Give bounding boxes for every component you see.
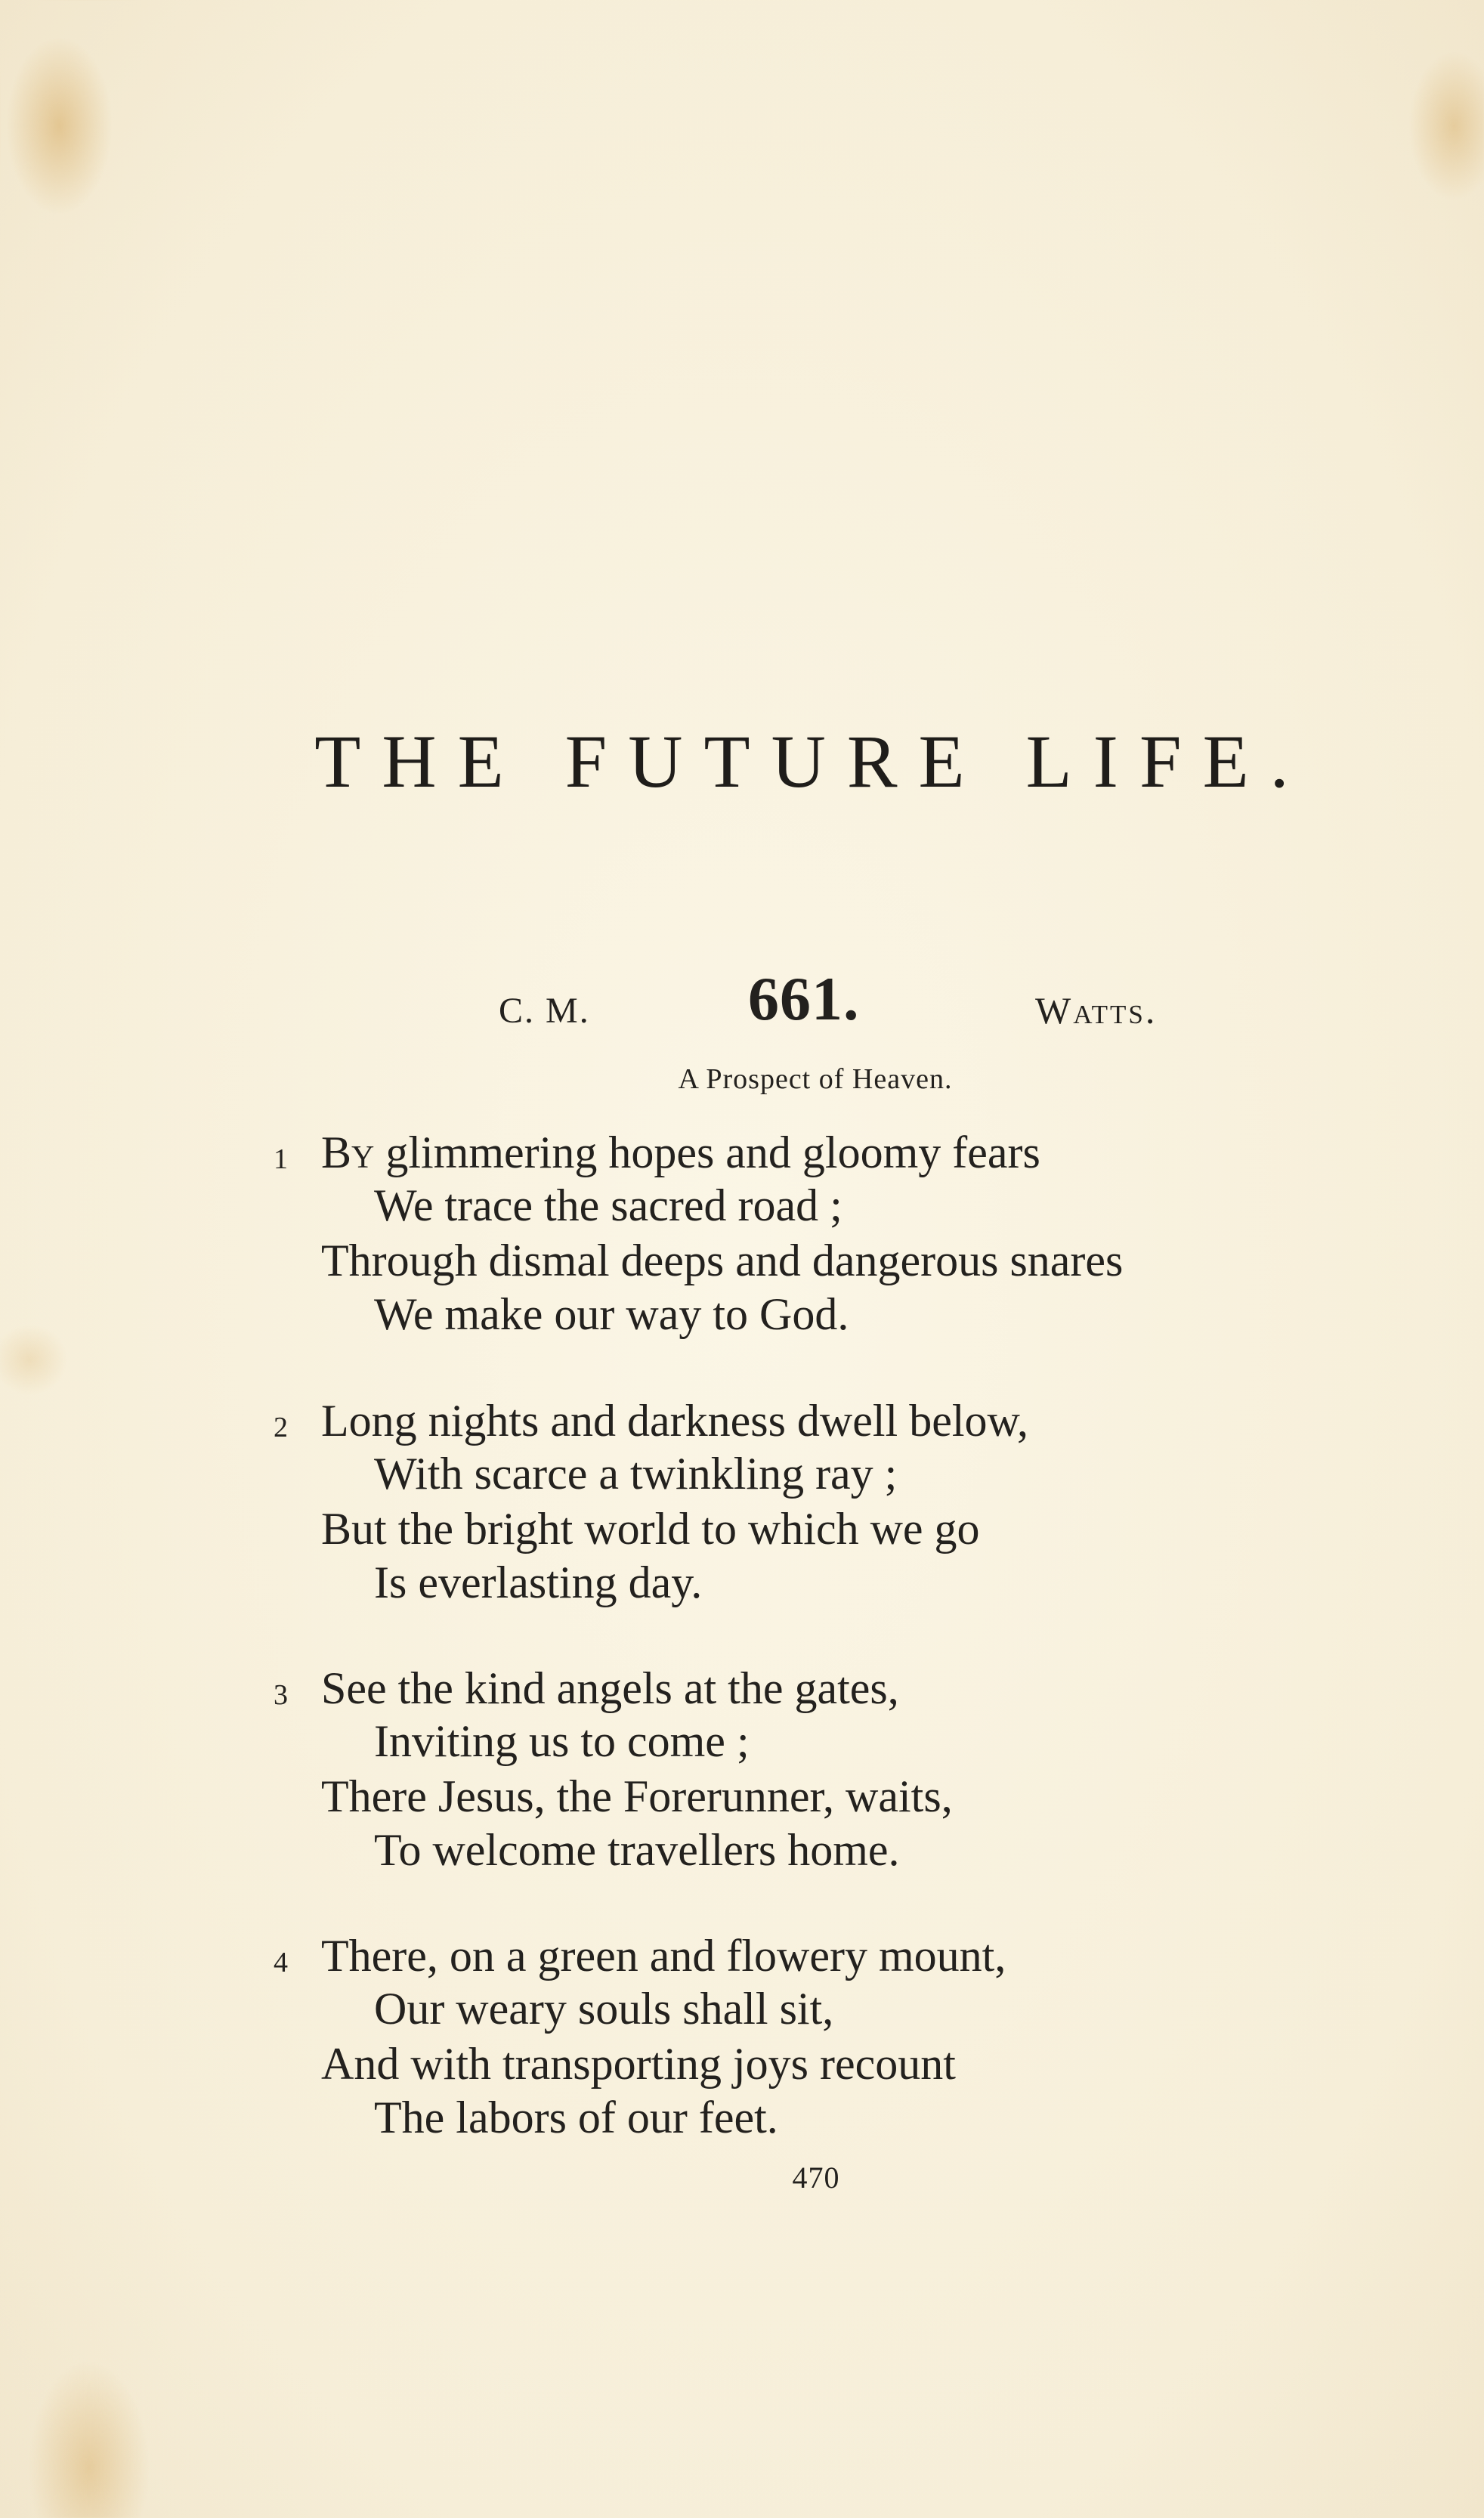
hymn-number: 661.: [748, 964, 860, 1033]
verse-line: We make our way to God.: [374, 1289, 849, 1339]
hymn-subtitle: A Prospect of Heaven.: [678, 1063, 953, 1095]
drop-cap-word: By: [321, 1128, 375, 1177]
verse-line: There Jesus, the Forerunner, waits,: [321, 1771, 953, 1821]
stanza-number: 2: [274, 1412, 288, 1443]
section-title: THE FUTURE LIFE.: [314, 719, 1310, 803]
hymn-author: Watts.: [1035, 989, 1158, 1032]
verse-line: Long nights and darkness dwell below,: [321, 1396, 1028, 1446]
stanza-number: 1: [274, 1143, 288, 1175]
verse-line-text: glimmering hopes and gloomy fears: [374, 1128, 1040, 1177]
verse-line: Through dismal deeps and dangerous snares: [321, 1236, 1124, 1285]
stanza-number: 4: [274, 1947, 288, 1978]
verse-line: There, on a green and flowery mount,: [321, 1931, 1006, 1981]
verse-line: Inviting us to come ;: [374, 1716, 750, 1766]
hymn-header: [0, 964, 1484, 1047]
verse-line: Is everlasting day.: [374, 1558, 703, 1607]
verse-line: And with transporting joys recount: [321, 2039, 956, 2089]
verse-line: The labors of our feet.: [374, 2093, 778, 2142]
verse-line: [321, 1126, 1040, 1179]
verse-line: Our weary souls shall sit,: [374, 1984, 834, 2034]
page-number: 470: [792, 2161, 840, 2195]
verse-line: See the kind angels at the gates,: [321, 1663, 899, 1713]
hymn-meter: C. M.: [499, 991, 590, 1031]
verse-line: To welcome travellers home.: [374, 1825, 900, 1875]
verse-line: We trace the sacred road ;: [374, 1180, 842, 1230]
verse-line: But the bright world to which we go: [321, 1504, 980, 1554]
stanza-number: 3: [274, 1679, 288, 1711]
verse-line: With scarce a twinkling ray ;: [374, 1449, 898, 1499]
